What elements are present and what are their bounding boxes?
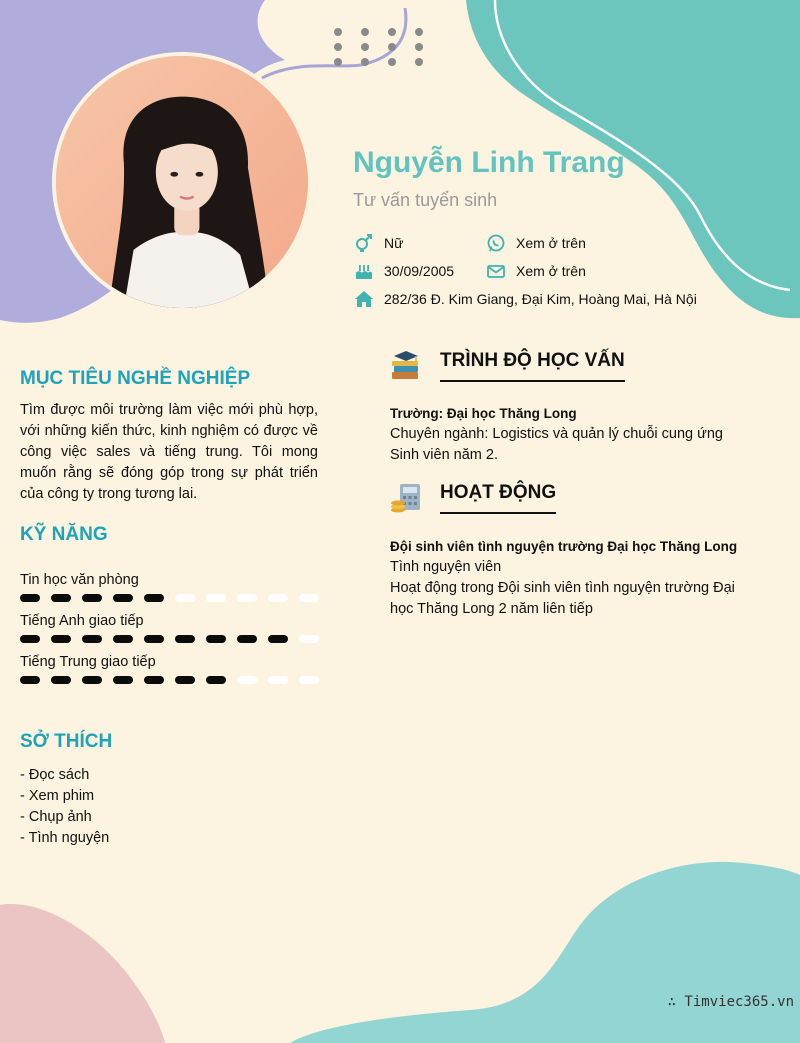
skill-dot-filled — [144, 676, 164, 684]
gender-row — [354, 233, 403, 253]
activities-header — [390, 482, 556, 514]
phone-value: Xem ở trên — [516, 235, 586, 251]
skill-rating — [20, 635, 319, 643]
pink-blob — [0, 904, 165, 1043]
venus-mars-icon — [354, 233, 374, 253]
skill-item — [20, 572, 319, 602]
skill-dot-filled — [237, 635, 257, 643]
skill-rating — [20, 594, 319, 602]
skill-label: Tiếng Anh giao tiếp — [20, 613, 144, 629]
skill-dot-filled — [113, 635, 133, 643]
education-major: Chuyên ngành: Logistics và quản lý chuỗi cung ứng — [390, 426, 723, 442]
email-value: Xem ở trên — [516, 263, 586, 279]
email-row — [486, 261, 586, 281]
objective-text: Tìm được môi trường làm việc mới phù hợp, với những kiến thức, kinh nghiệm có được về công việc sales và tiếng trung. Tôi mong muốn rằng sẽ đóng góp trong sự phát triển của công ty trong tương lai. — [20, 402, 318, 502]
education-school: Trường: Đại học Thăng Long — [390, 406, 577, 421]
skills-title: KỸ NĂNG — [20, 524, 108, 545]
skill-item — [20, 654, 319, 684]
skill-dot-filled — [113, 594, 133, 602]
address-value: 282/36 Đ. Kim Giang, Đại Kim, Hoàng Mai, Hà Nội — [384, 291, 697, 307]
objective-title: MỤC TIÊU NGHỀ NGHIỆP — [20, 368, 251, 389]
skill-dot-empty — [206, 594, 226, 602]
skill-dot-filled — [175, 635, 195, 643]
hobbies-list — [20, 765, 109, 849]
skill-dot-filled — [175, 676, 195, 684]
education-title: TRÌNH ĐỘ HỌC VẤN — [440, 350, 625, 382]
birthday-value: 30/09/2005 — [384, 263, 455, 279]
skill-dot-filled — [206, 676, 226, 684]
home-icon — [354, 289, 374, 309]
education-header — [390, 350, 625, 382]
skill-dot-filled — [144, 635, 164, 643]
candidate-role: Tư vấn tuyển sinh — [353, 190, 498, 210]
cake-icon — [354, 261, 374, 281]
education-body — [390, 403, 780, 466]
birthday-row — [354, 261, 454, 281]
skill-item — [20, 613, 319, 643]
hobby-item: - Đọc sách — [20, 767, 90, 783]
skill-dot-filled — [20, 676, 40, 684]
books-graduation-cap-icon — [390, 350, 422, 382]
skill-dot-empty — [237, 594, 257, 602]
activities-title: HOẠT ĐỘNG — [440, 482, 556, 514]
skill-dot-empty — [175, 594, 195, 602]
address-row — [354, 289, 697, 309]
skill-dot-filled — [82, 635, 102, 643]
hobby-item: - Tình nguyện — [20, 830, 110, 846]
skill-dot-filled — [51, 594, 71, 602]
skill-dot-filled — [82, 676, 102, 684]
skill-dot-empty — [299, 594, 319, 602]
hobbies-title: SỞ THÍCH — [20, 731, 113, 752]
brand-watermark: ∴ Timviec365.vn — [667, 994, 794, 1010]
skill-dot-filled — [82, 594, 102, 602]
hobby-item: - Xem phim — [20, 788, 95, 804]
activity-description: Hoạt động trong Đội sinh viên tình nguyện trường Đại học Thăng Long 2 năm liên tiếp — [390, 580, 735, 617]
skill-dot-empty — [299, 676, 319, 684]
skill-label: Tin học văn phòng — [20, 572, 139, 588]
candidate-name: Nguyễn Linh Trang — [353, 146, 625, 179]
skill-dot-filled — [113, 676, 133, 684]
skill-dot-filled — [144, 594, 164, 602]
activity-org: Đội sinh viên tình nguyện trường Đại học Thăng Long — [390, 539, 738, 554]
skill-dot-filled — [206, 635, 226, 643]
skill-dot-filled — [268, 635, 288, 643]
skill-dot-filled — [20, 594, 40, 602]
activities-body — [390, 536, 770, 620]
skill-rating — [20, 676, 319, 684]
hobby-item: - Chụp ảnh — [20, 809, 92, 825]
skill-dot-empty — [268, 676, 288, 684]
skill-label: Tiếng Trung giao tiếp — [20, 654, 156, 670]
gender-value: Nữ — [384, 235, 404, 251]
activity-position: Tình nguyện viên — [390, 559, 502, 575]
phone-row — [486, 233, 586, 253]
skill-dot-filled — [51, 635, 71, 643]
skill-dot-filled — [20, 635, 40, 643]
whatsapp-icon — [486, 233, 506, 253]
profile-photo — [52, 52, 312, 312]
skill-dot-filled — [51, 676, 71, 684]
envelope-icon — [486, 261, 506, 281]
light-teal-blob — [290, 862, 800, 1043]
skill-dot-empty — [268, 594, 288, 602]
skill-dot-empty — [299, 635, 319, 643]
thin-curve — [262, 8, 406, 78]
calculator-coins-icon — [390, 482, 422, 514]
education-year: Sinh viên năm 2. — [390, 447, 499, 463]
skill-dot-empty — [237, 676, 257, 684]
